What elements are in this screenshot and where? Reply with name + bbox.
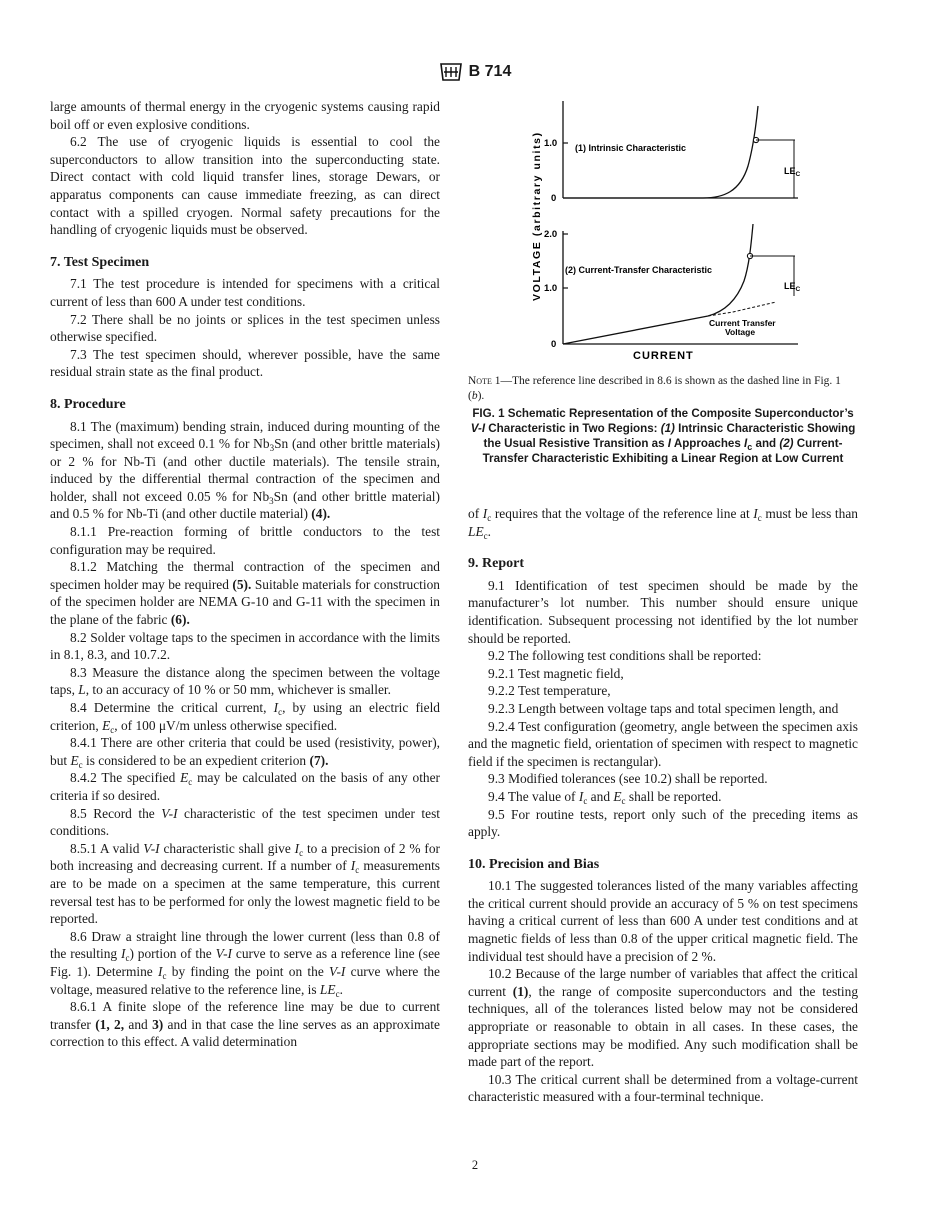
paragraph-8-4-2: 8.4.2 The specified $E_c$ may be calculated on the basis of any other criteria if so desired.: [50, 770, 441, 803]
paragraph-8-6-1: 8.6.1 A finite slope of the reference line may be due to current transfer (1, 2, and 3) and in that case the line serves as an approximate correction to this effect. A valid determination: [50, 999, 440, 1050]
top-tick-1: 1.0: [544, 138, 558, 149]
paragraph-7-2: 7.2 There shall be no joints or splices in the test specimen unless otherwise specified.: [50, 311, 440, 345]
paragraph-10-2: 10.2 Because of the large number of variables that affect the critical current (1), the range of composite superconductors and the testing techniques, all of the tolerances listed below may not be considered appropriate or reasonable to obtain in all cases. In these cases, the appropriate sections may be modified. Any such modification shall be made part of the report.: [468, 966, 859, 1070]
y-axis-label: VOLTAGE (arbitrary units): [531, 131, 543, 301]
paragraph-6-1-continued: large amounts of thermal energy in the cryogenic systems causing rapid boil off or even explosive conditions.: [50, 99, 440, 132]
paragraph-8-1-2: 8.1.2 Matching the thermal contraction of the specimen and specimen holder may be required (5). Suitable materials for construction of the specimen holder are NEMA G-10 and G-11 with the specimen in the plane of the fabric (6).: [50, 559, 440, 628]
bottom-panel-label: (2) Current-Transfer Characteristic: [565, 265, 713, 275]
paragraph-7-3: 7.3 The test specimen should, wherever possible, have the same residual strain state as the final product.: [50, 346, 440, 380]
paragraph-9-2-3: 9.2.3 Length between voltage taps and total specimen length, and: [488, 700, 839, 716]
top-lec-label: $LE_C$: [784, 166, 801, 178]
bottom-tick-0: 0: [551, 339, 557, 350]
figure-1-svg: [518, 96, 818, 366]
figure-note: Note 1—The reference line described in 8.6 is shown as the dashed line in Fig. 1 (b).: [468, 375, 841, 402]
page-number: 2: [471, 1158, 479, 1172]
paragraph-8-4: 8.4 Determine the critical current, $I_c$, by using an electric field criterion, $E_c$, of 100 μV/m unless otherwise specified.: [50, 700, 440, 735]
paragraph-6-2: 6.2 The use of cryogenic liquids is essential to cool the superconductors to allow transition into the superconducting state. Direct contact with cold liquid transfer lines, storage Dewars, or apparatus components can cause immediate freezing, as can direct contact with a spilled cryogen. Normal safety precautions for the handling of cryogenic liquids must be observed.: [50, 134, 440, 238]
paragraph-8-6-1-continued: of $I_c$ requires that the voltage of the reference line at $I_c$ must be less than $LE_c$.: [468, 506, 858, 541]
bottom-lec-label: $LE_C$: [784, 281, 801, 293]
paragraph-7-1: 7.1 The test procedure is intended for specimens with a critical current of less than 600 A under test conditions.: [50, 276, 440, 309]
paragraph-10-1: 10.1 The suggested tolerances listed of the many variables affecting the critical current should provide an accuracy of 5 % on test specimens having a critical current of less than 600 A under test conditions and at magnetic fields of less than 0.8 of the upper critical magnetic field. The individual test should have a precision of 2 %.: [468, 878, 858, 964]
paragraph-8-5: 8.5 Record the V-I characteristic of the test specimen under test conditions.: [50, 805, 441, 839]
current-transfer-voltage-label-2: Voltage: [725, 327, 756, 337]
section-heading-10: 10. Precision and Bias: [468, 856, 600, 872]
paragraph-9-4: 9.4 The value of $I_c$ and $E_c$ shall be reported.: [488, 788, 722, 806]
paragraph-9-5: 9.5 For routine tests, report only such of the preceding items as apply.: [468, 806, 858, 840]
paragraph-8-2: 8.2 Solder voltage taps to the specimen in accordance with the limits in 8.1, 8.3, and 10.7.2.: [50, 629, 440, 663]
bottom-tick-1: 1.0: [544, 283, 558, 294]
top-panel-label: (1) Intrinsic Characteristic: [575, 143, 687, 153]
current-transfer-voltage-label-1: Current Transfer: [709, 318, 776, 328]
paragraph-9-2-4: 9.2.4 Test configuration (geometry, angle between the specimen axis and the magnetic field, orientation of specimen with respect to magnetic field if the specimen is rectangular).: [468, 718, 858, 769]
figure-1-vi-characteristic: [518, 96, 818, 366]
bottom-tick-2: 2.0: [544, 229, 558, 240]
paragraph-9-2: 9.2 The following test conditions shall be reported:: [488, 648, 762, 664]
x-axis-label: CURRENT: [633, 350, 694, 362]
left-column: [50, 98, 440, 1051]
right-column: [468, 505, 858, 1106]
section-heading-8: 8. Procedure: [50, 396, 126, 412]
paragraph-9-3: 9.3 Modified tolerances (see 10.2) shall be reported.: [488, 771, 768, 787]
top-tick-0: 0: [551, 193, 557, 204]
section-heading-7: 7. Test Specimen: [50, 254, 150, 270]
figure-caption: FIG. 1 Schematic Representation of the Composite Superconductor’s V-I Characteristic in Two Regions: (1) Intrinsic Characteristic Showing the Usual Resistive Transition as I Approaches $I_c$ and (2) Current-Transfer Characteristic Exhibiting a Linear Region at Low Current: [470, 407, 856, 465]
paragraph-9-1: 9.1 Identification of test specimen should be made by the manufacturer’s lot number. This number should ensure unique identification. Subsequent processing not identified by the lot number should be reported.: [468, 577, 858, 646]
page-header: [0, 62, 950, 82]
paragraph-8-1-1: 8.1.1 Pre-reaction forming of brittle conductors to the test configuration may be required.: [50, 524, 440, 557]
paragraph-8-1: 8.1 The (maximum) bending strain, induced during mounting of the specimen, shall not exceed 0.1 % for $Nb_3Sn$ (and other brittle materials) or 2 % for Nb-Ti (and other ductile materials). The tensile strain, induced by the differential thermal contraction of the specimen and holder, shall not exceed 0.05 % for $Nb_3Sn$ (and other brittle material) and 0.5 % for Nb-Ti (and other ductile material) (4).: [50, 418, 440, 522]
paragraph-10-3: 10.3 The critical current shall be determined from a voltage-current characteristic measured with a four-terminal technique.: [468, 1071, 858, 1105]
bottom-reference-line: [708, 302, 776, 316]
standard-designation: B 714: [468, 63, 512, 80]
paragraph-8-3: 8.3 Measure the distance along the specimen between the voltage taps, L, to an accuracy of 10 % or 50 mm, whichever is smaller.: [50, 664, 440, 698]
paragraph-9-2-1: 9.2.1 Test magnetic field,: [488, 665, 624, 681]
astm-logo-icon: [439, 62, 463, 82]
section-heading-9: 9. Report: [468, 556, 524, 572]
paragraph-8-6: 8.6 Draw a straight line through the lower current (less than 0.8 of the resulting $I_c$) portion of the V-I curve to serve as a reference line (see Fig. 1). Determine $I_c$ by finding the point on the V-I curve where the voltage, measured relative to the reference line, is $LE_c$.: [50, 928, 440, 999]
paragraph-8-5-1: 8.5.1 A valid V-I characteristic shall give $I_c$ to a precision of 2 % for both increasing and decreasing current. If a number of $I_c$ measurements are to be made on a specimen at the same temperature, this current reversal test has to be performed for only the lowest magnetic field to be reported.: [50, 840, 441, 927]
paragraph-9-2-2: 9.2.2 Test temperature,: [488, 683, 611, 699]
paragraph-8-4-1: 8.4.1 There are other criteria that could be used (resistivity, power), but $E_c$ is considered to be an expedient criterion (7).: [50, 735, 440, 770]
